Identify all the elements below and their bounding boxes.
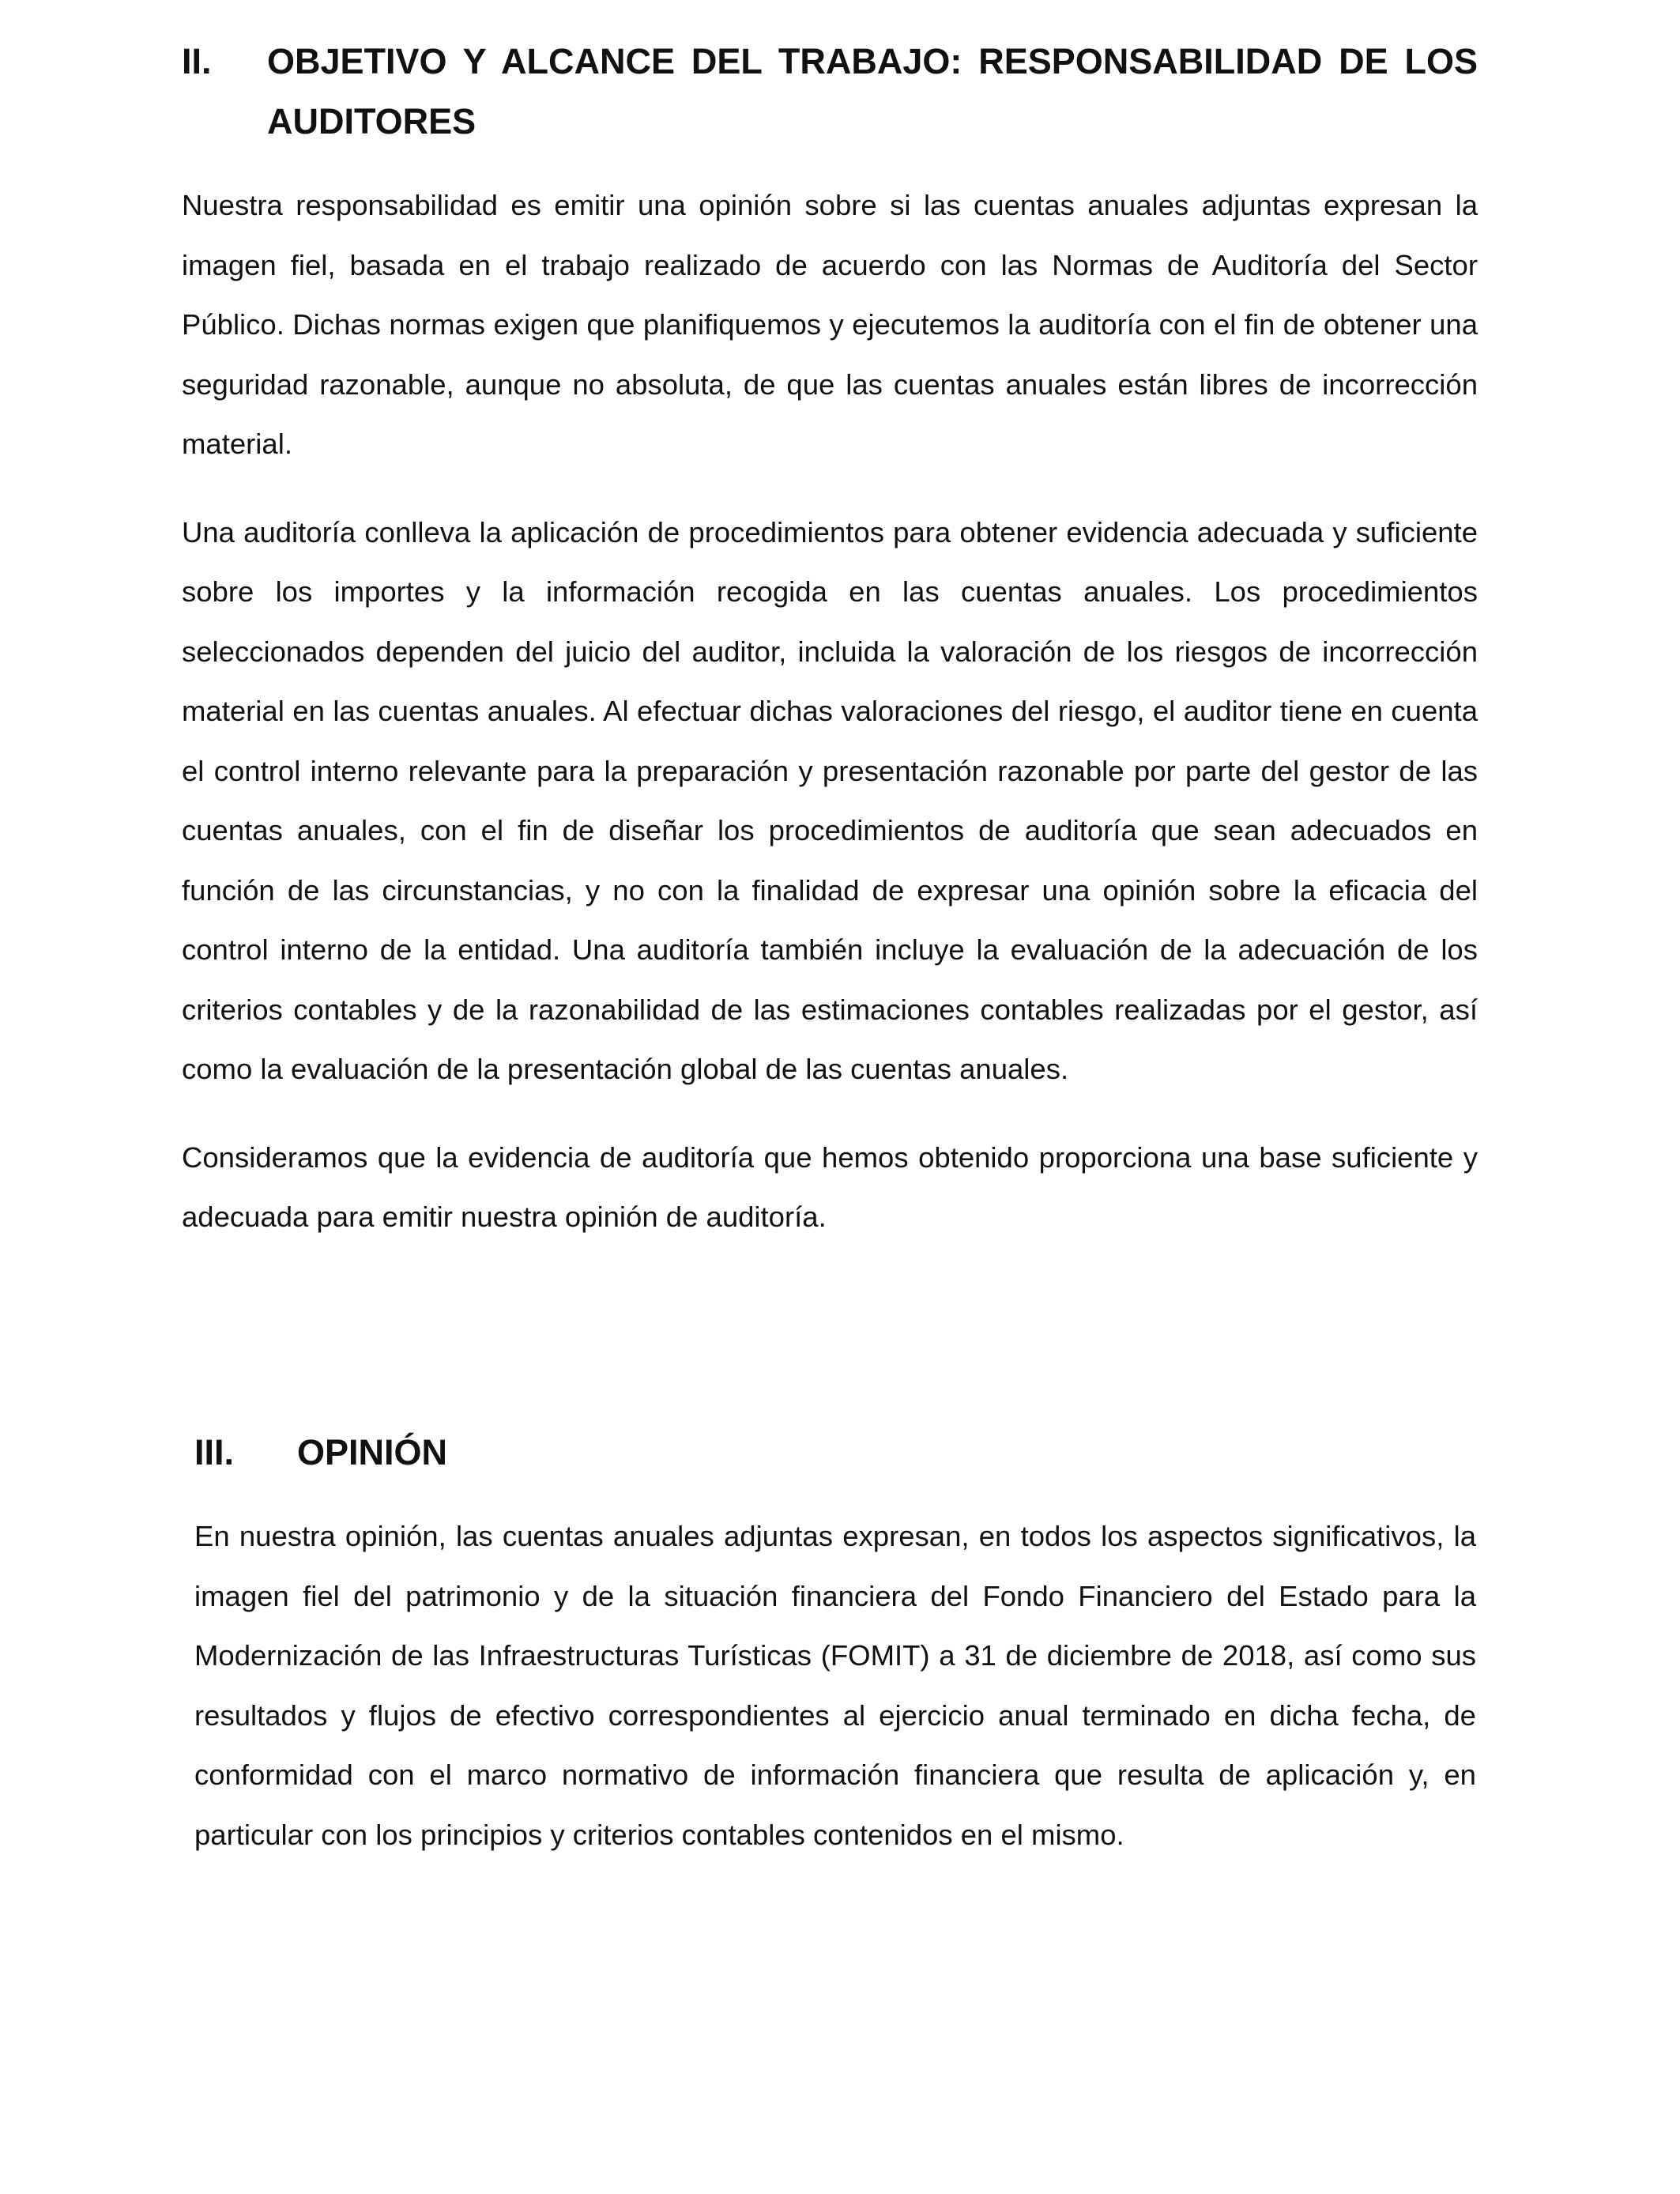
section-title: OPINIÓN (297, 1432, 448, 1472)
section-number: III. (194, 1432, 235, 1472)
paragraph: En nuestra opinión, las cuentas anuales adjuntas expresan, en todos los aspectos significativos, la imagen fiel del patrimonio y de la situación financiera del Fondo Financiero del Estado para la Modernización de las Infraestructuras Turísticas (FOMIT) a 31 de diciembre de 2018, así como sus resultados y flujos de efectivo correspondientes al ejercicio anual terminado en dicha fecha, de conformidad con el marco normativo de información financiera que resulta de aplicación y, en particular con los principios y criterios contables contenidos en el mismo. (194, 1520, 1476, 1851)
section-number: II. (182, 41, 212, 81)
section-heading (194, 1423, 1476, 1483)
paragraph: Consideramos que la evidencia de auditoría que hemos obtenido proporciona una base suficiente y adecuada para emitir nuestra opinión de auditoría. (182, 1140, 1478, 1233)
section-heading (182, 32, 1478, 152)
paragraph: Nuestra responsabilidad es emitir una opinión sobre si las cuentas anuales adjuntas expresan la imagen fiel, basada en el trabajo realizado de acuerdo con las Normas de Auditoría del Sector Público. Dichas normas exigen que planifiquemos y ejecutemos la auditoría con el fin de obtener una seguridad razonable, aunque no absoluta, de que las cuentas anuales están libres de incorrección material. (182, 189, 1478, 460)
section-objetivo-alcance (182, 32, 1478, 1276)
section-title: OBJETIVO Y ALCANCE DEL TRABAJO: RESPONSABILIDAD DE LOS AUDITORES (267, 41, 1478, 141)
paragraph: Una auditoría conlleva la aplicación de procedimientos para obtener evidencia adecuada y suficiente sobre los importes y la información recogida en las cuentas anuales. Los procedimientos seleccionados dependen del juicio del auditor, incluida la valoración de los riesgos de incorrección material en las cuentas anuales. Al efectuar dichas valoraciones del riesgo, el auditor tiene en cuenta el control interno relevante para la preparación y presentación razonable por parte del gestor de las cuentas anuales, con el fin de diseñar los procedimientos de auditoría que sean adecuados en función de las circunstancias, y no con la finalidad de expresar una opinión sobre la eficacia del control interno de la entidad. Una auditoría también incluye la evaluación de la adecuación de los criterios contables y de la razonabilidad de las estimaciones contables realizadas por el gestor, así como la evaluación de la presentación global de las cuentas anuales. (182, 515, 1478, 1085)
section-opinion (194, 1423, 1476, 1893)
